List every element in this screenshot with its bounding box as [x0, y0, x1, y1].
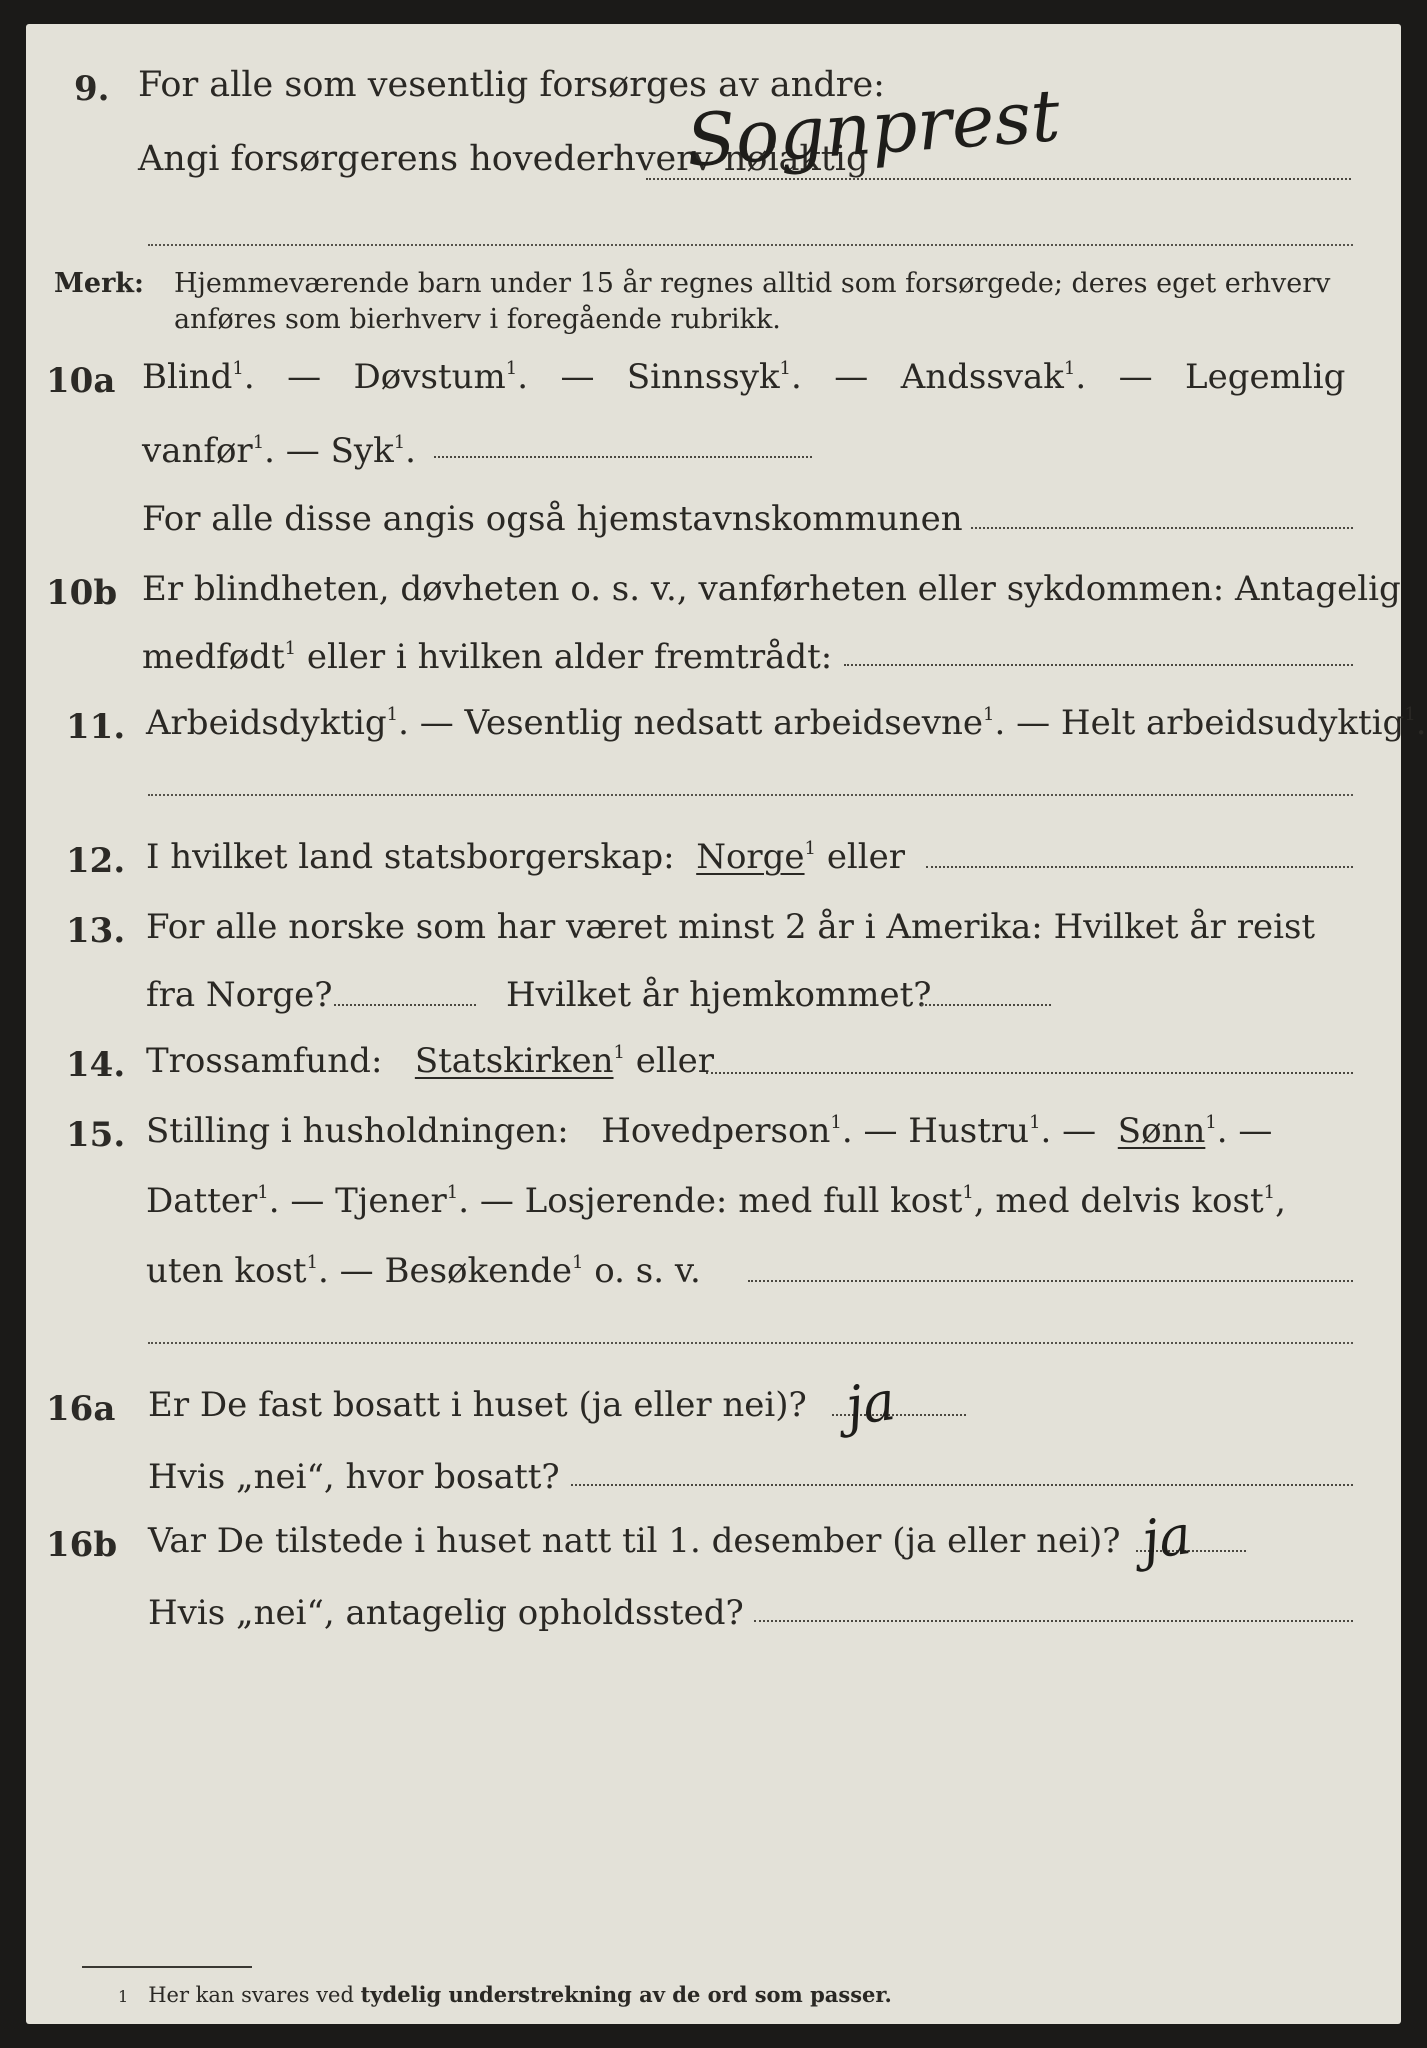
- opt-legemlig[interactable]: Legemlig: [1185, 357, 1346, 397]
- opt-nedsatt[interactable]: — Vesentlig nedsatt arbeidsevne: [419, 703, 984, 743]
- opt-hovedperson[interactable]: Hovedperson: [601, 1111, 831, 1151]
- q12-line: I hvilket land statsborgerskap: Norge$^1$ eller: [146, 837, 906, 877]
- opt-datter[interactable]: Datter: [146, 1181, 258, 1221]
- q16b-handwritten-answer[interactable]: ja: [1137, 1502, 1196, 1573]
- opt-sonn[interactable]: Sønn: [1117, 1111, 1206, 1151]
- q14-number: 14.: [66, 1045, 126, 1085]
- q15-line1: Stilling i husholdningen: Hovedperson$^1$. — Hustru$^1$. — Sønn$^1$. —: [146, 1111, 1273, 1151]
- merk-label: Merk:: [54, 268, 144, 299]
- merk-line1: Hjemmeværende barn under 15 år regnes alltid som forsørgede; deres eget erhverv: [174, 268, 1331, 299]
- opt-medfodt[interactable]: medfødt: [142, 637, 285, 677]
- q10a-number: 10a: [46, 361, 116, 401]
- q11-line1: Arbeidsdyktig$^1$. — Vesentlig nedsatt arbeidsevne$^1$. — Helt arbeidsudyktig$^1$.: [146, 703, 1427, 743]
- q11-extra-line: [148, 794, 1353, 796]
- opt-losjerende[interactable]: — Losjerende: med full kost: [479, 1181, 963, 1221]
- q12-answer-line: [926, 866, 1353, 868]
- q9-handwritten-answer[interactable]: Sognprest: [683, 73, 1063, 183]
- q15-extra-line: [148, 1342, 1353, 1344]
- q9-number: 9.: [74, 69, 110, 109]
- q10a-syk-line: [434, 456, 812, 458]
- q13-number: 13.: [66, 911, 126, 951]
- q15-answer-line: [748, 1280, 1353, 1282]
- q16b-number: 16b: [46, 1525, 118, 1565]
- q13-line1: For alle norske som har været minst 2 år i Amerika: Hvilket år reist: [146, 907, 1316, 947]
- q13-fra-label: fra Norge?: [146, 975, 333, 1015]
- opt-delvis[interactable]: , med delvis kost: [973, 1181, 1264, 1221]
- q16b-line2: Hvis „nei“, antagelig opholdssted?: [148, 1593, 744, 1633]
- opt-sinnssyk[interactable]: Sinnssyk: [626, 357, 780, 397]
- q10a-kommune-line: [971, 527, 1353, 529]
- q9-extra-line: [148, 244, 1353, 246]
- opt-besokende[interactable]: — Besøkende: [339, 1251, 572, 1291]
- opt-statskirken[interactable]: Statskirken: [414, 1041, 614, 1081]
- opt-hustru[interactable]: — Hustru: [863, 1111, 1030, 1151]
- q10b-answer-line: [844, 664, 1353, 666]
- opt-syk[interactable]: Syk: [330, 431, 394, 471]
- q16a-number: 16a: [46, 1389, 116, 1429]
- q9-question: For alle som vesentlig forsørges av andre:: [138, 65, 885, 105]
- q13-hjem-label: Hvilket år hjemkommet?: [506, 975, 932, 1015]
- q10b-line2: medfødt$^1$ eller i hvilken alder fremtrådt:: [142, 637, 833, 677]
- opt-vanfor[interactable]: vanfør: [142, 431, 253, 471]
- q10b-line1: Er blindheten, døvheten o. s. v., vanførheten eller sykdommen: Antagelig: [142, 569, 1401, 609]
- opt-uten-kost[interactable]: uten kost: [146, 1251, 307, 1291]
- census-form-page: [26, 24, 1427, 2024]
- footnote: 1 Her kan svares ved tydelig understrekning av de ord som passer.: [118, 1982, 892, 2007]
- opt-udyktig[interactable]: — Helt arbeidsudyktig: [1016, 703, 1405, 743]
- opt-tjener[interactable]: — Tjener: [290, 1181, 447, 1221]
- q16a-line1: Er De fast bosatt i huset (ja eller nei)?: [148, 1385, 807, 1425]
- footnote-rule: [82, 1966, 252, 1968]
- q14-line: Trossamfund: Statskirken$^1$ eller: [146, 1041, 715, 1081]
- q15-line3: uten kost$^1$. — Besøkende$^1$ o. s. v.: [146, 1251, 701, 1291]
- opt-arbeidsdyktig[interactable]: Arbeidsdyktig: [146, 703, 387, 743]
- q12-number: 12.: [66, 841, 126, 881]
- opt-norge[interactable]: Norge: [696, 837, 805, 877]
- q11-number: 11.: [66, 707, 126, 747]
- q13-fra-line: [334, 1004, 476, 1006]
- q16b-opholdssted-line: [754, 1620, 1353, 1622]
- q13-hjem-line: [921, 1004, 1051, 1006]
- q16a-line2: Hvis „nei“, hvor bosatt?: [148, 1457, 560, 1497]
- q16b-line1: Var De tilstede i huset natt til 1. desember (ja eller nei)?: [148, 1521, 1121, 1561]
- opt-dovstum[interactable]: Døvstum: [353, 357, 506, 397]
- q14-answer-line: [706, 1072, 1353, 1074]
- q10a-line3: For alle disse angis også hjemstavnskommunen: [142, 499, 963, 539]
- q15-line2: Datter$^1$. — Tjener$^1$. — Losjerende: med full kost$^1$, med delvis kost$^1$,: [146, 1181, 1286, 1221]
- q9-label: Angi forsørgerens hovederhverv nøiaktig: [138, 139, 869, 179]
- q15-number: 15.: [66, 1115, 126, 1155]
- q10b-number: 10b: [46, 573, 118, 613]
- q10a-line1: Blind$^1$. — Døvstum$^1$. — Sinnssyk$^1$. — Andssvak$^1$. — Legemlig: [142, 357, 1346, 397]
- q10a-line2: vanfør$^1$. — Syk$^1$.: [142, 431, 416, 471]
- opt-blind[interactable]: Blind: [142, 357, 233, 397]
- q16a-handwritten-answer[interactable]: ja: [841, 1368, 900, 1439]
- footnote-mark: 1: [118, 1987, 129, 2006]
- q16a-bosatt-line: [571, 1484, 1353, 1486]
- opt-andssvak[interactable]: Andssvak: [900, 357, 1064, 397]
- merk-line2: anføres som bierhverv i foregående rubrikk.: [174, 304, 781, 335]
